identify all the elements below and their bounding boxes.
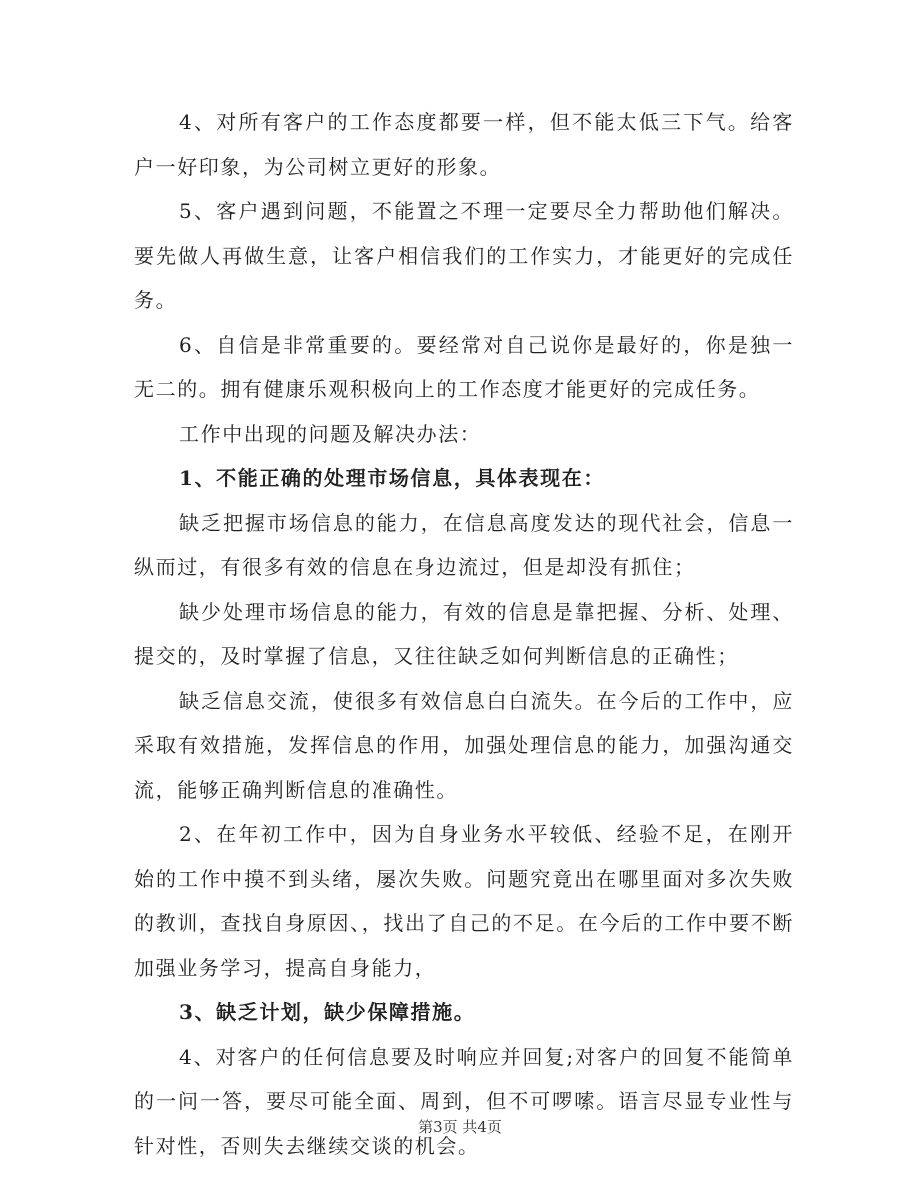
page-footer: 第3页 共4页	[418, 1118, 502, 1136]
paragraph-customer-attitude: 4、对所有客户的工作态度都要一样，但不能太低三下气。给客户一好印象，为公司树立更好的形象。	[134, 110, 794, 179]
paragraph-market-info-heading: 1、不能正确的处理市场信息，具体表现在：	[179, 466, 605, 490]
paragraph-customer-problems: 5、客户遇到问题，不能置之不理一定要尽全力帮助他们解决。要先做人再做生意，让客户相信我们的工作实力，才能更好的完成任务。	[134, 199, 794, 312]
paragraph-issues-heading: 工作中出现的问题及解决办法：	[179, 421, 482, 446]
paragraph-lack-plan-heading: 3、缺乏计划，缺少保障措施。	[179, 1000, 476, 1024]
paragraph-early-year: 2、在年初工作中，因为自身业务水平较低、经验不足，在刚开始的工作中摸不到头绪，屡次失败。问题究竟出在哪里面对多次失败的教训，查找自身原因、，找出了自己的不足。在今后的工作中要不断加强业务学习，提高自身能力，	[134, 822, 794, 980]
paragraph-confidence: 6、自信是非常重要的。要经常对自己说你是最好的，你是独一无二的。拥有健康乐观积极向上的工作态度才能更好的完成任务。	[134, 332, 794, 401]
paragraph-lack-processing: 缺少处理市场信息的能力，有效的信息是靠把握、分析、处理、提交的，及时掌握了信息，又往往缺乏如何判断信息的正确性；	[134, 599, 794, 668]
document-body	[134, 100, 794, 1168]
paragraph-customer-reply: 4、对客户的任何信息要及时响应并回复;对客户的回复不能简单的一问一答，要尽可能全面、周到，但不可啰嗦。语言尽显专业性与针对性，否则失去继续交谈的机会。	[134, 1044, 794, 1158]
paragraph-lack-grasp: 缺乏把握市场信息的能力，在信息高度发达的现代社会，信息一纵而过，有很多有效的信息在身边流过，但是却没有抓住；	[134, 510, 794, 579]
paragraph-lack-exchange: 缺乏信息交流，使很多有效信息白白流失。在今后的工作中，应采取有效措施，发挥信息的作用，加强处理信息的能力，加强沟通交流，能够正确判断信息的准确性。	[134, 688, 794, 802]
